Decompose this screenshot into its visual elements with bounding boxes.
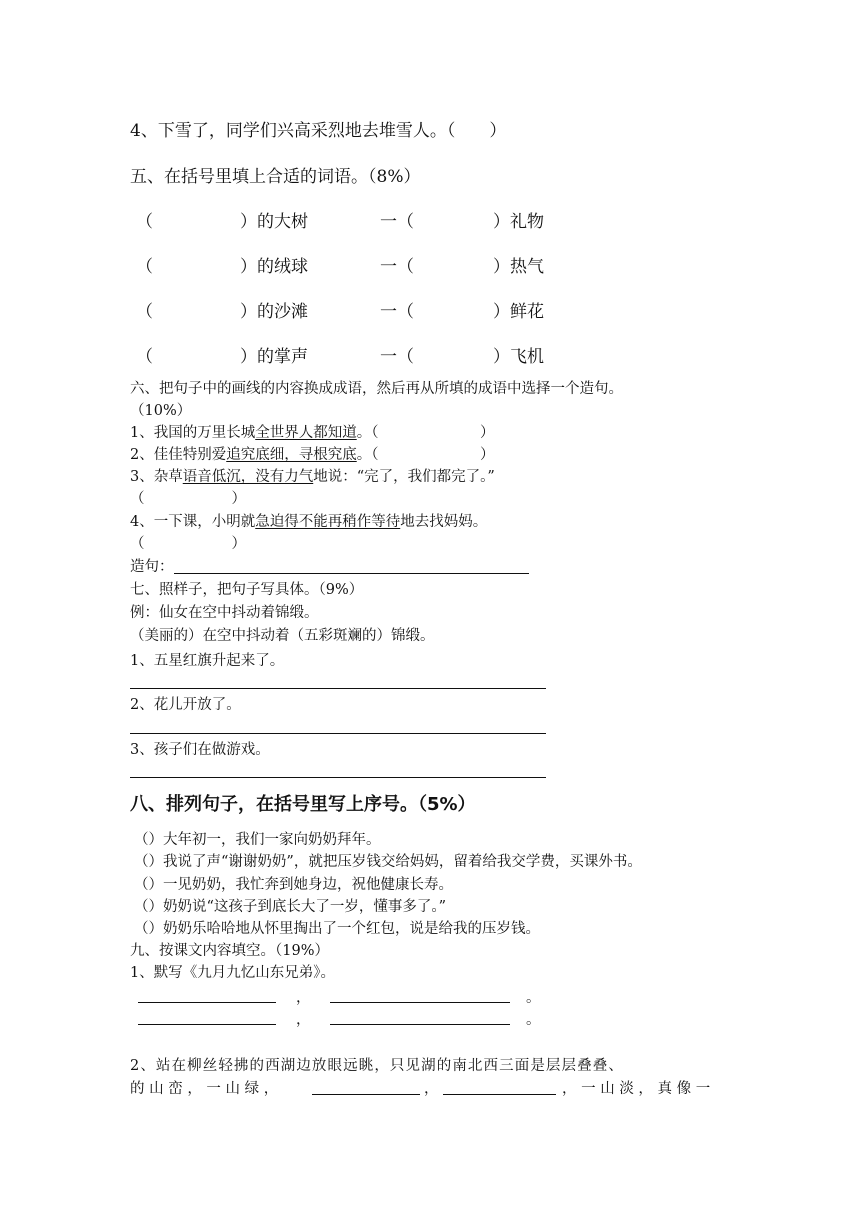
- item-text: 。（ ）: [356, 425, 495, 441]
- period: 。: [526, 1012, 541, 1028]
- item-text: 4、一下课，小明就: [130, 514, 256, 530]
- period: 。: [526, 990, 541, 1006]
- section-6-item-2: [130, 443, 494, 464]
- section-7-item-3: 3、孩子们在做游戏。: [130, 742, 270, 758]
- section-6-item-3-answer: （ ）: [130, 491, 246, 507]
- item-text: 地去找妈妈。: [400, 514, 488, 530]
- section-9-item-2: 2、站在柳丝轻拂的西湖边放眼远眺，只见湖的南北西三面是层层叠叠、: [130, 1058, 624, 1074]
- section-7-example-expanded: （美丽的）在空中抖动着（五彩斑斓的）锦缎。: [130, 628, 435, 644]
- section-5-heading: 五、在括号里填上合适的词语。（8%）: [130, 167, 421, 187]
- section-7-item-2: 2、花儿开放了。: [130, 697, 241, 713]
- poem-line[interactable]: [138, 1024, 276, 1025]
- section-7-heading: 七、照样子，把句子写具体。（9%）: [130, 582, 364, 598]
- section-6-score: （10%）: [130, 403, 192, 419]
- answer-line[interactable]: [174, 573, 529, 574]
- list-item: （）我说了声“谢谢奶奶”，就把压岁钱交给妈妈，留着给我交学费，买课外书。: [134, 854, 642, 870]
- section-9-item-2-cont: 的 山 峦 ， 一 山 绿 ，: [130, 1081, 279, 1097]
- comma: ，: [296, 1012, 311, 1028]
- poem-line[interactable]: [330, 1002, 510, 1003]
- item-text: 1、我国的万里长城: [130, 425, 256, 441]
- section-7-example: 例：仙女在空中抖动着锦缎。: [130, 605, 319, 621]
- item-text: 。（ ）: [356, 447, 495, 463]
- section-8-heading: 八、排列句子，在括号里写上序号。（5%）: [130, 794, 476, 815]
- answer-line[interactable]: [130, 688, 546, 689]
- poem-line[interactable]: [330, 1024, 510, 1025]
- section-6-heading: 六、把句子中的画线的内容换成成语，然后再从所填的成语中选择一个造句。: [130, 381, 623, 397]
- section-9-item-2-tail: ， 一 山 淡 ， 真 像 一: [562, 1081, 711, 1097]
- underlined-text: 全世界人都知道: [255, 425, 357, 441]
- answer-line[interactable]: [130, 733, 546, 734]
- comma: ，: [424, 1081, 439, 1097]
- q4-item: 4、下雪了，同学们兴高采烈地去堆雪人。（ ）: [130, 121, 507, 141]
- poem-line[interactable]: [138, 1002, 276, 1003]
- underlined-text: 追究底细，寻根究底: [226, 447, 357, 463]
- answer-line[interactable]: [443, 1094, 556, 1095]
- list-item: （）一见奶奶，我忙奔到她身边，祝他健康长寿。: [134, 877, 453, 893]
- item-text: 地说：“完了，我们都完了。”: [313, 469, 495, 485]
- make-sentence-label: 造句：: [130, 559, 174, 575]
- section-7-item-1: 1、五星红旗升起来了。: [130, 653, 285, 669]
- list-item: （）奶奶说“这孩子到底长大了一岁，懂事多了。”: [134, 899, 447, 915]
- section-9-heading: 九、按课文内容填空。（19%）: [130, 943, 329, 959]
- section-6-item-1: [130, 421, 494, 442]
- underlined-text: 语音低沉，没有力气: [182, 469, 314, 485]
- list-item: （）奶奶乐哈哈地从怀里掏出了一个红包，说是给我的压岁钱。: [134, 921, 540, 937]
- section-6-item-3: [130, 465, 495, 486]
- item-text: 3、杂草: [130, 469, 183, 485]
- answer-line[interactable]: [130, 777, 546, 778]
- section-6-item-4: [130, 510, 487, 531]
- list-item: （）大年初一，我们一家向奶奶拜年。: [134, 832, 381, 848]
- item-text: 2、佳佳特别爱: [130, 447, 227, 463]
- section-9-item-1: 1、默写《九月九忆山东兄弟》。: [130, 965, 335, 981]
- comma: ，: [296, 990, 311, 1006]
- underlined-text: 急迫得不能再稍作等待: [255, 514, 401, 530]
- answer-line[interactable]: [312, 1094, 420, 1095]
- section-6-item-4-answer: （ ）: [130, 536, 246, 552]
